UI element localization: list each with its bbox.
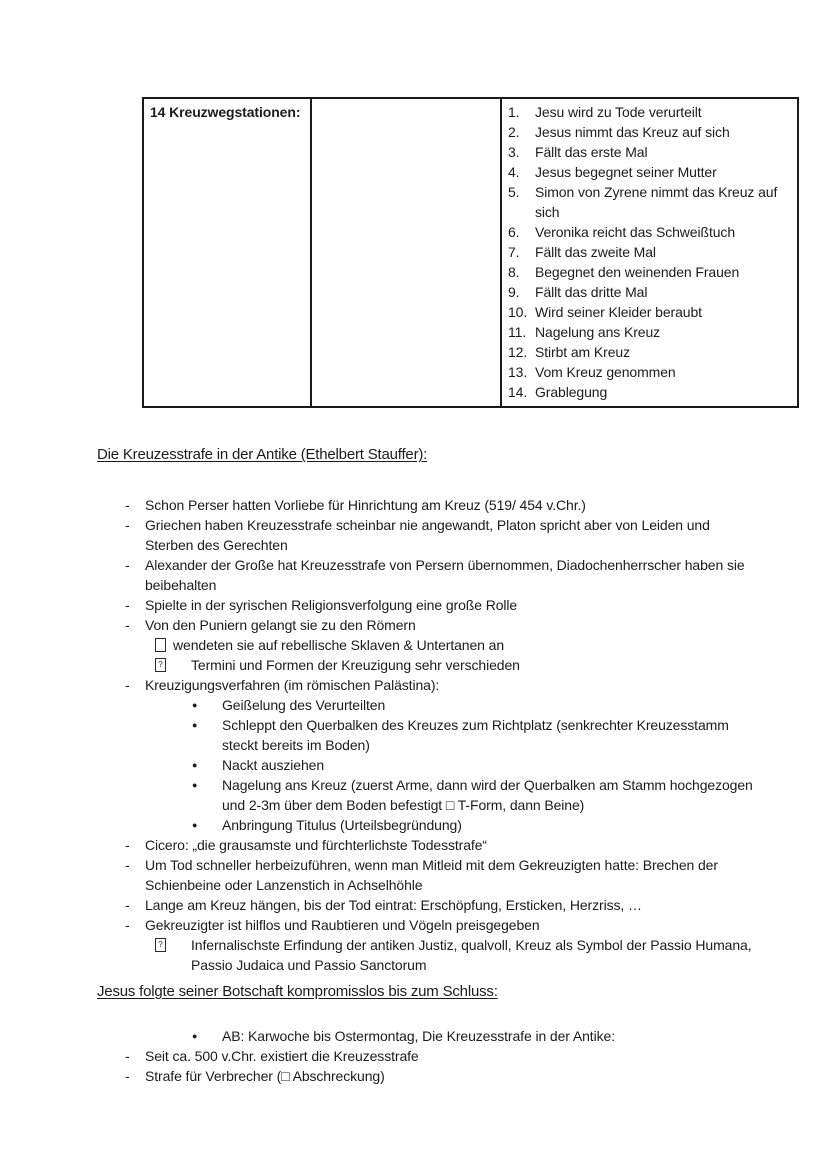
dash-marker: - — [125, 597, 130, 613]
list-item-text: Schleppt den Querbalken des Kreuzes zum Richtplatz (senkrechter Kreuzesstamm steckt bereits im Boden) — [222, 717, 729, 753]
list-item-text: Seit ca. 500 v.Chr. existiert die Kreuzesstrafe — [145, 1048, 419, 1064]
box-icon — [155, 638, 166, 652]
list-item — [97, 1026, 757, 1046]
list-item — [97, 495, 757, 515]
station-number: 8. — [508, 264, 520, 280]
list-item-text: wendeten sie auf rebellische Sklaven & Untertanen an — [173, 637, 505, 653]
stations-list-cell — [501, 98, 798, 407]
list-item — [97, 1066, 757, 1086]
list-item-text: Spielte in der syrischen Religionsverfolgung eine große Rolle — [145, 597, 518, 613]
station-number: 12. — [508, 344, 528, 360]
station-text: Wird seiner Kleider beraubt — [535, 304, 702, 320]
dash-marker: - — [125, 617, 130, 633]
station-item — [508, 382, 783, 402]
station-item — [508, 362, 783, 382]
list-item — [97, 935, 757, 975]
bullet-icon: ● — [192, 700, 198, 710]
station-text: Veronika reicht das Schweißtuch — [535, 224, 736, 240]
list-item-text: AB: Karwoche bis Ostermontag, Die Kreuzesstrafe in der Antike: — [222, 1028, 615, 1044]
station-text: Grablegung — [535, 384, 608, 400]
list-item-text: Infernalischste Erfindung der antiken Justiz, qualvoll, Kreuz als Symbol der Passio Humana, Passio Judaica und Passio Sanctorum — [191, 937, 752, 973]
station-item — [508, 162, 783, 182]
station-number: 1. — [508, 104, 520, 120]
station-text: Nagelung ans Kreuz — [535, 324, 661, 340]
list-item — [97, 1046, 757, 1066]
station-text: Stirbt am Kreuz — [535, 344, 630, 360]
list-item-text: Nackt ausziehen — [222, 757, 325, 773]
station-number: 6. — [508, 224, 520, 240]
list-item — [97, 835, 757, 855]
bullet-icon: ● — [192, 760, 198, 770]
list-item-text: Cicero: „die grausamste und fürchterlichste Todesstrafe“ — [145, 837, 487, 853]
stations-empty-cell — [311, 98, 501, 407]
bullet-icon: ● — [192, 1031, 198, 1041]
document-body — [97, 444, 757, 1086]
station-text: Fällt das dritte Mal — [535, 284, 648, 300]
list-item — [97, 815, 757, 835]
list-item-text: Strafe für Verbrecher (□ Abschreckung) — [145, 1068, 385, 1084]
list-item — [97, 755, 757, 775]
station-item — [508, 322, 783, 342]
dash-marker: - — [125, 557, 130, 573]
bullet-icon: ● — [192, 820, 198, 830]
list-item — [97, 715, 757, 755]
station-number: 4. — [508, 164, 520, 180]
box-question-icon: ? — [155, 938, 166, 952]
stations-table — [142, 97, 799, 408]
list-item-text: Um Tod schneller herbeizuführen, wenn man Mitleid mit dem Gekreuzigten hatte: Brechen der Schienbeine oder Lanzenstich in Achselhöhle — [145, 857, 718, 893]
station-number: 3. — [508, 144, 520, 160]
list-item-text: Schon Perser hatten Vorliebe für Hinrichtung am Kreuz (519/ 454 v.Chr.) — [145, 497, 586, 513]
list-item-text: Anbringung Titulus (Urteilsbegründung) — [222, 817, 462, 833]
dash-marker: - — [125, 497, 130, 513]
dash-marker: - — [125, 677, 130, 693]
list-item-text: Nagelung ans Kreuz (zuerst Arme, dann wird der Querbalken am Stamm hochgezogen und 2-3m über dem Boden befestigt □ T-Form, dann Beine) — [222, 777, 753, 813]
list-item-text: Lange am Kreuz hängen, bis der Tod eintrat: Erschöpfung, Ersticken, Herzriss, … — [145, 897, 642, 913]
section1-list — [97, 495, 757, 975]
stations-table-row — [143, 98, 798, 407]
station-item — [508, 242, 783, 262]
list-item-text: Alexander der Große hat Kreuzesstrafe von Persern übernommen, Diadochenherrscher haben sie beibehalten — [145, 557, 745, 593]
section2-list — [97, 1026, 757, 1086]
list-item — [97, 655, 757, 675]
station-text: Jesus begegnet seiner Mutter — [535, 164, 717, 180]
bullet-icon: ● — [192, 780, 198, 790]
list-item-text: Griechen haben Kreuzesstrafe scheinbar nie angewandt, Platon spricht aber von Leiden und Sterben des Gerechten — [145, 517, 710, 553]
station-item — [508, 262, 783, 282]
dash-marker: - — [125, 917, 130, 933]
station-text: Begegnet den weinenden Frauen — [535, 264, 740, 280]
list-item — [97, 775, 757, 815]
station-item — [508, 342, 783, 362]
station-item — [508, 102, 783, 122]
dash-marker: - — [125, 1068, 130, 1084]
list-item — [97, 695, 757, 715]
section2-heading: Jesus folgte seiner Botschaft kompromisslos bis zum Schluss: — [97, 983, 498, 1000]
dash-marker: - — [125, 1048, 130, 1064]
dash-marker: - — [125, 837, 130, 853]
list-item-text: Geißelung des Verurteilten — [222, 697, 386, 713]
section1-heading: Die Kreuzesstrafe in der Antike (Ethelbert Stauffer): — [97, 446, 428, 463]
station-number: 5. — [508, 184, 520, 200]
list-item — [97, 635, 757, 655]
station-number: 14. — [508, 384, 528, 400]
list-item-text: Kreuzigungsverfahren (im römischen Palästina): — [145, 677, 440, 693]
station-item — [508, 182, 783, 222]
station-text: Jesus nimmt das Kreuz auf sich — [535, 124, 730, 140]
list-item-text: Termini und Formen der Kreuzigung sehr verschieden — [191, 657, 520, 673]
station-text: Vom Kreuz genommen — [535, 364, 676, 380]
list-item-text: Von den Puniern gelangt sie zu den Römern — [145, 617, 416, 633]
station-number: 13. — [508, 364, 528, 380]
dash-marker: - — [125, 897, 130, 913]
list-item — [97, 555, 757, 595]
stations-table-title: 14 Kreuzwegstationen: — [150, 104, 301, 120]
station-number: 7. — [508, 244, 520, 260]
list-item — [97, 595, 757, 615]
station-item — [508, 302, 783, 322]
station-item — [508, 282, 783, 302]
list-item — [97, 675, 757, 695]
bullet-icon: ● — [192, 720, 198, 730]
station-text: Simon von Zyrene nimmt das Kreuz auf sich — [535, 184, 778, 220]
box-question-icon: ? — [155, 658, 166, 672]
station-text: Fällt das erste Mal — [535, 144, 648, 160]
station-number: 2. — [508, 124, 520, 140]
list-item — [97, 615, 757, 635]
dash-marker: - — [125, 857, 130, 873]
station-text: Jesu wird zu Tode verurteilt — [535, 104, 702, 120]
stations-header-cell — [143, 98, 311, 407]
list-item-text: Gekreuzigter ist hilflos und Raubtieren und Vögeln preisgegeben — [145, 917, 540, 933]
station-number: 11. — [508, 324, 527, 340]
stations-list — [502, 99, 797, 405]
station-number: 9. — [508, 284, 520, 300]
list-item — [97, 915, 757, 935]
dash-marker: - — [125, 517, 130, 533]
list-item — [97, 895, 757, 915]
station-item — [508, 142, 783, 162]
station-text: Fällt das zweite Mal — [535, 244, 656, 260]
station-item — [508, 122, 783, 142]
station-item — [508, 222, 783, 242]
station-number: 10. — [508, 304, 528, 320]
list-item — [97, 515, 757, 555]
list-item — [97, 855, 757, 895]
